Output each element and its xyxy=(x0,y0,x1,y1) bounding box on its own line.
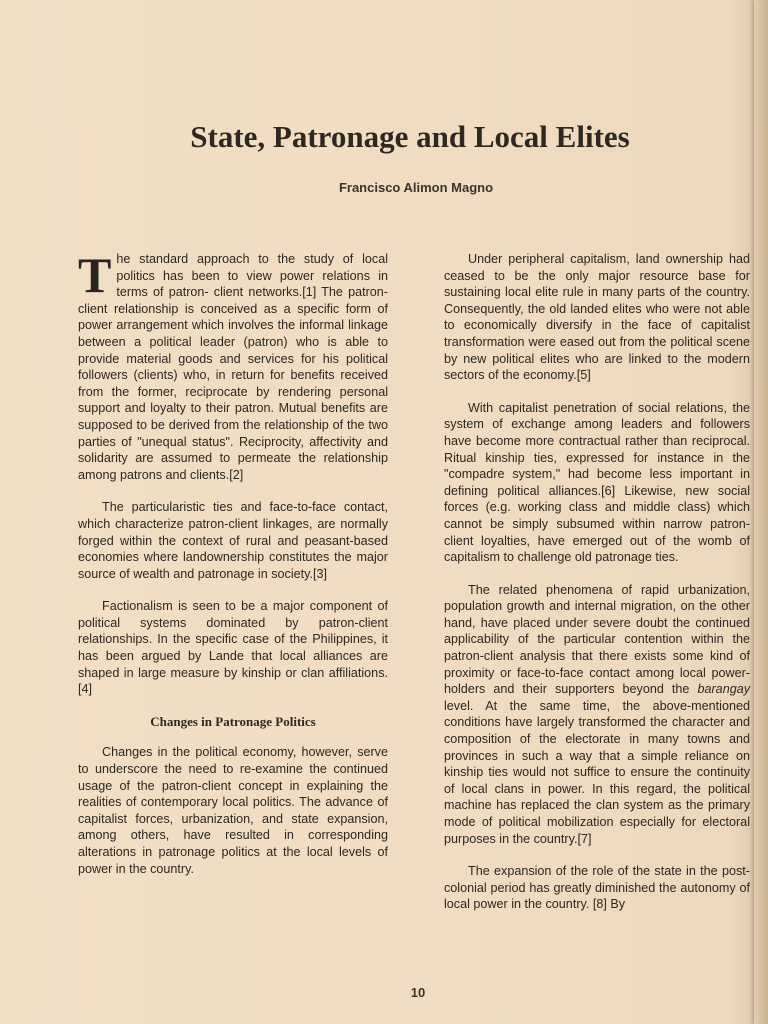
paragraph-8: The expansion of the role of the state in the post-colonial period has greatly diminished the autonomy of local power in the country. [8] By xyxy=(444,864,750,912)
paragraph-7 xyxy=(444,582,750,848)
paragraph-4: Changes in the political economy, however, serve to underscore the need to re-examine the continued usage of the patron-client concept in explaining the realities of contemporary local politics. The advance of capitalist forces, urbanization, and state expansion, among others, have resulted in corresponding alterations in patronage politics at the local levels of power in the country. xyxy=(78,745,388,876)
right-column xyxy=(444,251,750,929)
next-page-edge xyxy=(754,0,768,1024)
paragraph-1 xyxy=(78,247,388,483)
left-column xyxy=(78,247,388,893)
paragraph-5: Under peripheral capitalism, land ownership had ceased to be the only major resource base for sustaining local elite rule in many parts of the country. Consequently, the old landed elites who were not able to economically diversify in the face of capitalist transformation were eased out from the political scene by new political elites who are linked to the modern sectors of the economy.[5] xyxy=(444,252,750,383)
paragraph-7-text-b: level. At the same time, the above-mentioned conditions have largely transformed the character and composition of the electorate in many towns and provinces in such a way that a simple reliance on kinship ties would not suffice to ensure the continuity of local clans in power. In this regard, the political machine has replaced the clan system as the primary mode of political mobilization especially for electoral purposes in the country.[7] xyxy=(444,698,750,846)
paragraph-2: The particularistic ties and face-to-face contact, which characterize patron-client linkages, are normally forged within the context of rural and peasant-based economies where landownership constitutes the major source of wealth and patronage in society.[3] xyxy=(78,500,388,581)
drop-cap: T xyxy=(78,247,112,303)
article-title: State, Patronage and Local Elites xyxy=(190,118,630,154)
page-number: 10 xyxy=(410,985,426,1000)
barangay-term: barangay xyxy=(697,682,750,697)
paragraph-1-text: he standard approach to the study of local politics has been to view power relations in terms of patron- client networks.[1] The patron-client relationship is conceived as a specific form of power arrangement which involves the informal linkage between a political leader (patron) who is able to provide material goods and services for his political followers (clients) who, in return for benefits received from the former, reciprocate by rendering personal support and loyalty to their patron. Mutual benefits are supposed to be derived from the relationship of the two parties of "unequal status". Reciprocity, affectivity and solidarity are assumed to permeate the relationship among patrons and clients.[2] xyxy=(78,252,388,482)
paragraph-3: Factionalism is seen to be a major component of political systems dominated by patron-client relationships. In the specific case of the Philippines, it has been argued by Lande that local alliances are shaped in large measure by kinship or clan affiliations.[4] xyxy=(78,599,388,697)
article-author: Francisco Alimon Magno xyxy=(338,180,494,195)
section-heading: Changes in Patronage Politics xyxy=(150,713,316,729)
paragraph-7-text-a: The related phenomena of rapid urbanization, population growth and internal migration, on the other hand, have placed under severe doubt the continued applicability of the particular contention within the patron-client analysis that there exists some kind of proximity or face-to-face contact among local power-holders and their supporters beyond the xyxy=(444,582,750,697)
paragraph-6: With capitalist penetration of social relations, the system of exchange among leaders and followers have become more contractual rather than reciprocal. Ritual kinship ties, expressed for instance in the "compadre system," had become less important in defining political alliances.[6] Likewise, new social forces (e.g. working class and middle class) which cannot be simply subsumed within narrow patron-client loyalties, have emerged out of the womb of capitalism to challenge old patronage ties. xyxy=(444,400,750,565)
